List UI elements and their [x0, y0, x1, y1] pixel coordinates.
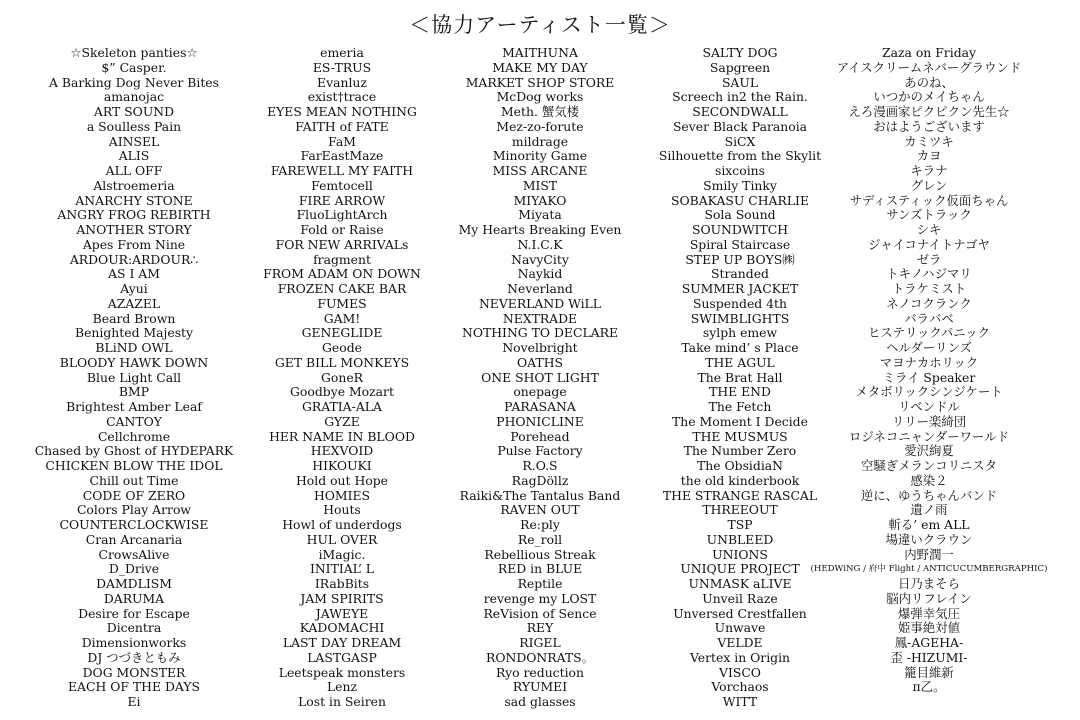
artist-name: Ei: [127, 694, 141, 709]
artist-name: FOR NEW ARRIVALs: [275, 236, 409, 252]
artist-name: Meth. 蟹気楼: [500, 104, 580, 119]
artist-name: EACH OF THE DAYS: [67, 679, 200, 695]
artist-name: FROM ADAM ON DOWN: [263, 266, 421, 282]
artist-name: UNBLEED: [706, 531, 774, 547]
artist-name: GET BILL MONKEYS: [274, 354, 410, 370]
artist-name: UNIONS: [712, 546, 768, 562]
artist-name: ネノコクランク: [886, 295, 972, 311]
artist-name: ANGRY FROG REBIRTH: [57, 207, 211, 223]
artist-name: カミツキ: [904, 133, 954, 149]
artist-name: ART SOUND: [93, 104, 175, 119]
artist-name: バラバベ: [904, 310, 954, 326]
artist-name: THE AGUL: [705, 354, 775, 370]
artist-name: fragment: [313, 251, 371, 267]
artist-name: サンズトラック: [886, 207, 972, 223]
artist-name: Unversed Crestfallen: [673, 605, 807, 621]
artist-name: The Moment I Decide: [672, 413, 808, 429]
artist-name: Pulse Factory: [497, 443, 583, 459]
artist-name: Howl of underdogs: [282, 517, 402, 532]
artist-name: Chased by Ghost of HYDEPARK: [34, 443, 234, 459]
artist-name: RED in BLUE: [497, 561, 583, 577]
artist-name: SAUL: [721, 74, 759, 90]
artist-name: Sola Sound: [704, 207, 776, 223]
artist-name: Miyata: [518, 207, 562, 223]
artist-name: キラナ: [910, 163, 948, 178]
artist-name: リリー楽綺団: [891, 413, 967, 429]
artist-name: mildrage: [511, 133, 569, 149]
artist-name: CHICKEN BLOW THE IDOL: [45, 458, 223, 473]
artist-name: AINSEL: [108, 133, 160, 149]
artist-name: ヒステリックパニック: [868, 325, 990, 341]
artist-name: トキノハジマリ: [886, 266, 972, 282]
artist-columns: [0, 46, 1080, 714]
artist-name: Cellchrome: [97, 428, 171, 444]
artist-name: Stranded: [711, 266, 769, 282]
artist-name: Sever Black Paranoia: [672, 118, 808, 134]
artist-name: Unwave: [714, 620, 766, 636]
artist-name: Apes From Nine: [82, 236, 186, 252]
artist-name: UNIQUE PROJECT: [680, 561, 800, 577]
artist-name: My Hearts Breaking Even: [458, 222, 622, 237]
artist-column-5: [800, 46, 1058, 695]
artist-name: onepage: [513, 384, 567, 400]
artist-name: EYES MEAN NOTHING: [267, 104, 417, 119]
artist-name: D_Drive: [108, 561, 160, 577]
artist-name: 逆に、ゆうちゃんバンド: [860, 487, 998, 503]
artist-name: IRabBits: [314, 576, 370, 591]
artist-name: えろ漫画家ピクピクン先生☆: [848, 104, 1010, 119]
artist-name: ゼラ: [916, 251, 942, 267]
artist-name: Vertex in Origin: [689, 649, 791, 665]
artist-name: Lost in Seiren: [298, 694, 386, 709]
artist-name: sad glasses: [504, 694, 576, 709]
artist-name: 遺ノ雨: [910, 502, 948, 518]
artist-name: HEXVOID: [310, 443, 374, 459]
artist-name: ANARCHY STONE: [75, 192, 193, 208]
artist-name: emeria: [320, 45, 364, 60]
artist-name: Mez-zo-forute: [496, 118, 584, 134]
artist-name: Houts: [323, 502, 361, 518]
artist-name: Naykid: [517, 266, 563, 282]
artist-name: SiCX: [724, 133, 756, 149]
artist-name: THE END: [709, 384, 771, 400]
artist-name: NEXTRADE: [502, 310, 578, 326]
artist-name: Silhouette from the Skylit: [658, 148, 822, 164]
artist-name: HIKOUKI: [312, 458, 372, 473]
artist-name: NEVERLAND WiLL: [478, 295, 602, 311]
artist-name: Re:ply: [520, 517, 560, 532]
artist-name: SOBAKASU CHARLIE: [670, 192, 809, 208]
artist-name: revenge my LOST: [483, 590, 597, 606]
artist-name: 籠目維新: [904, 664, 954, 680]
artist-name: BMP: [118, 384, 150, 400]
artist-name: ES-TRUS: [312, 59, 372, 75]
artist-name: N.I.C.K: [517, 236, 563, 252]
artist-name: FUMES: [317, 295, 367, 311]
artist-name: GRATIA-ALA: [302, 399, 382, 414]
artist-column-2: [247, 46, 437, 710]
artist-name: The Fetch: [708, 399, 772, 414]
artist-name: マヨナカホリック: [879, 354, 979, 370]
artist-name: Dicentra: [106, 620, 162, 636]
artist-name: $” Casper.: [101, 59, 167, 75]
artist-name: SUMMER JACKET: [681, 281, 799, 296]
artist-name: THE STRANGE RASCAL: [662, 487, 818, 503]
artist-name: Ayui: [120, 281, 148, 296]
artist-name: MIST: [522, 177, 558, 193]
artist-name: グレン: [910, 177, 948, 193]
artist-name: カヨ: [916, 148, 942, 164]
artist-name: FaM: [328, 133, 356, 149]
artist-name: Dimensionworks: [81, 635, 187, 650]
artist-name: DARUMA: [103, 590, 165, 606]
artist-name: AS I AM: [108, 266, 160, 282]
artist-name: HOMIES: [313, 487, 371, 503]
artist-name: SECONDWALL: [692, 104, 788, 119]
artist-name: AZAZEL: [107, 295, 161, 311]
artist-name: Fold or Raise: [300, 222, 384, 237]
artist-name: ReVision of Sence: [483, 605, 597, 621]
artist-name: Blue Light Call: [86, 369, 182, 385]
artist-name: トラケミスト: [891, 281, 967, 296]
artist-name: SWIMBLIGHTS: [690, 310, 790, 326]
artist-name: MISS ARCANE: [492, 163, 588, 178]
artist-name: 場違いクラウン: [885, 531, 973, 547]
artist-name: 斬る’ em ALL: [888, 517, 970, 532]
artist-name: ALL OFF: [105, 163, 163, 178]
artist-name: A Barking Dog Never Bites: [49, 74, 219, 90]
artist-name: WITT: [722, 694, 758, 709]
artist-name: RYUMEI: [512, 679, 568, 695]
artist-name: ロジネコニャンダーワールド: [849, 428, 1009, 444]
artist-name: Alstroemeria: [93, 177, 175, 193]
artist-column-3: [440, 46, 640, 710]
artist-name: MAKE MY DAY: [492, 59, 588, 75]
artist-name: Reptile: [517, 576, 563, 591]
artist-name: Unveil Raze: [702, 590, 778, 606]
artist-name: RONDONRATS。: [485, 649, 594, 665]
artist-name: 姫事絶対値: [898, 620, 960, 636]
artist-name: INITIAL’ L: [309, 561, 375, 577]
artist-name: Evanluz: [317, 74, 367, 90]
artist-name: 愛沢絢夏: [904, 443, 954, 459]
artist-name: ALIS: [118, 148, 150, 164]
artist-name: VELDE: [717, 635, 763, 650]
artist-name: REY: [526, 620, 554, 636]
artist-name: Chill out Time: [89, 472, 179, 488]
artist-name: Vorchaos: [711, 679, 769, 695]
artist-name: アイスクリームネバーグラウンド: [836, 59, 1022, 75]
artist-name: Suspended 4th: [692, 295, 788, 311]
artist-name: BLOODY HAWK DOWN: [59, 354, 209, 370]
artist-name: 感染２: [910, 472, 948, 488]
artist-name: JAWEYE: [315, 605, 369, 621]
artist-name: TSP: [727, 517, 753, 532]
artist-name: McDog works: [496, 89, 584, 105]
artist-name: FarEastMaze: [300, 148, 384, 164]
artist-name: Minority Game: [492, 148, 588, 164]
artist-name: DOG MONSTER: [82, 664, 186, 680]
artist-name: Screech in2 the Rain.: [672, 89, 808, 105]
artist-name: NOTHING TO DECLARE: [461, 325, 618, 341]
artist-name: Ryo reduction: [496, 664, 584, 680]
artist-name: MIYAKO: [513, 192, 567, 208]
artist-name: a Soulless Pain: [86, 118, 182, 134]
artist-name: ジャイコナイトナゴヤ: [868, 236, 990, 252]
artist-name: GENEGLIDE: [301, 325, 383, 341]
artist-name: HER NAME IN BLOOD: [269, 428, 415, 444]
artist-name: LASTGASP: [307, 649, 377, 665]
artist-name: UNMASK aLIVE: [688, 576, 792, 591]
artist-name: Beard Brown: [92, 310, 176, 326]
artist-name: FluoLightArch: [296, 207, 388, 223]
artist-name: FROZEN CAKE BAR: [277, 281, 407, 296]
artist-name: MAITHUNA: [502, 45, 578, 60]
artist-name: 歪 -HIZUMI-: [890, 649, 968, 665]
artist-name: Spiral Staircase: [689, 236, 791, 252]
artist-name: CANTOY: [106, 413, 162, 429]
artist-name: THREEOUT: [702, 502, 778, 518]
artist-name: Desire for Escape: [78, 605, 190, 621]
artist-name: GAM!: [323, 310, 361, 326]
artist-name: JAM SPIRITS: [300, 590, 384, 606]
artist-name: The Brat Hall: [697, 369, 783, 385]
artist-name: Rebellious Streak: [484, 546, 596, 562]
artist-name: メタボリックシンジケート: [855, 384, 1003, 400]
artist-name: リベンドル: [898, 399, 960, 414]
artist-name: BLiND OWL: [95, 340, 173, 355]
artist-name: サディスティック仮面ちゃん: [849, 192, 1009, 208]
artist-name: Sapgreen: [709, 59, 771, 75]
artist-name: RagDöllz: [511, 472, 569, 488]
artist-name: OATHS: [517, 354, 563, 370]
artist-name: exist†trace: [307, 89, 377, 105]
artist-name: iMagic.: [318, 546, 366, 562]
artist-name: Hold out Hope: [296, 472, 388, 488]
artist-name: おはようございます: [873, 118, 985, 134]
artist-name: THE MUSMUS: [692, 428, 788, 444]
artist-name: VISCO: [719, 664, 761, 680]
artist-name: sylph emew: [702, 325, 778, 341]
artist-name: Cran Arcanaria: [85, 531, 183, 547]
artist-name: π乙。: [912, 679, 946, 695]
artist-name: FIRE ARROW: [298, 192, 386, 208]
artist-name: GoneR: [321, 369, 363, 385]
artist-name: Take mind’ s Place: [681, 340, 799, 355]
page-title: ＜協力アーティスト一覧＞: [409, 13, 671, 37]
artist-name: 内野潤一: [904, 546, 954, 562]
artist-name: amanojac: [103, 89, 165, 105]
artist-name: FAREWELL MY FAITH: [270, 163, 414, 178]
artist-name: R.O.S: [522, 458, 558, 473]
artist-name: Neverland: [507, 281, 573, 296]
artist-name: sixcoins: [714, 163, 765, 178]
artist-name: ヘルダーリンズ: [886, 340, 972, 355]
artist-name: Leetspeak monsters: [278, 664, 406, 680]
artist-name: ミライ Speaker: [882, 369, 976, 385]
artist-name: 日乃まそら: [898, 576, 960, 591]
artist-name: 脳内リフレイン: [886, 590, 972, 606]
artist-name: Brightest Amber Leaf: [66, 399, 202, 414]
artist-name: ☆Skeleton panties☆: [70, 45, 198, 60]
artist-name: ARDOUR:ARDOUR∴: [69, 251, 199, 267]
artist-name: CrowsAlive: [98, 546, 170, 562]
artist-name: Zaza on Friday: [881, 45, 977, 60]
artist-name: COUNTERCLOCKWISE: [59, 517, 209, 532]
artist-name: Geode: [322, 340, 362, 355]
artist-column-1: [18, 46, 250, 710]
artist-name: ANOTHER STORY: [76, 222, 192, 237]
artist-name: Goodbye Mozart: [290, 384, 394, 400]
artist-name: 爆弾幸気圧: [898, 605, 960, 621]
artist-name: PARASANA: [504, 399, 576, 414]
artist-name: SOUNDWITCH: [691, 222, 789, 237]
artist-name: ONE SHOT LIGHT: [481, 369, 599, 385]
artist-name: 空騒ぎメランコリニスタ: [860, 458, 998, 473]
artist-name: Benighted Majesty: [74, 325, 194, 341]
artist-name: MARKET SHOP STORE: [465, 74, 615, 90]
artist-name: Re_roll: [517, 531, 563, 547]
artist-name: シキ: [916, 222, 942, 237]
artist-name: HUL OVER: [306, 531, 378, 547]
artist-name: (HEDWiNG / 府中 Flight / ANTICUCUMBERGRAPHIC): [810, 564, 1048, 575]
artist-name: Novelbright: [502, 340, 578, 355]
artist-name: DJ つづきともみ: [87, 649, 181, 665]
artist-name: Colors Play Arrow: [76, 502, 192, 518]
artist-name: Raiki&The Tantalus Band: [459, 487, 621, 503]
artist-name: あのね、: [904, 74, 954, 90]
artist-name: Smily Tinky: [703, 177, 777, 193]
artist-name: Porehead: [510, 428, 570, 444]
artist-name: DAMDLISM: [96, 576, 172, 591]
artist-name: RAVEN OUT: [500, 502, 580, 518]
artist-name: Lenz: [326, 679, 358, 695]
artist-name: CODE OF ZERO: [82, 487, 186, 503]
artist-name: STEP UP BOYS㈱: [685, 251, 795, 267]
artist-name: The ObsidiaN: [696, 458, 784, 473]
artist-name: GYZE: [324, 413, 360, 429]
artist-name: The Number Zero: [683, 443, 797, 459]
artist-name: LAST DAY DREAM: [282, 635, 402, 650]
artist-name: the old kinderbook: [680, 472, 800, 488]
artist-name: SALTY DOG: [702, 45, 778, 60]
artist-name: FAITH of FATE: [295, 118, 389, 134]
artist-name: RIGEL: [519, 635, 561, 650]
artist-name: PHONICLINE: [496, 413, 584, 429]
artist-name: KADOMACHI: [299, 620, 385, 636]
artist-name: NavyCity: [511, 251, 569, 267]
artist-name: 鳳-AGEHA-: [894, 635, 964, 650]
artist-name: Femtocell: [311, 177, 373, 193]
artist-name: いつかのメイちゃん: [873, 89, 985, 105]
